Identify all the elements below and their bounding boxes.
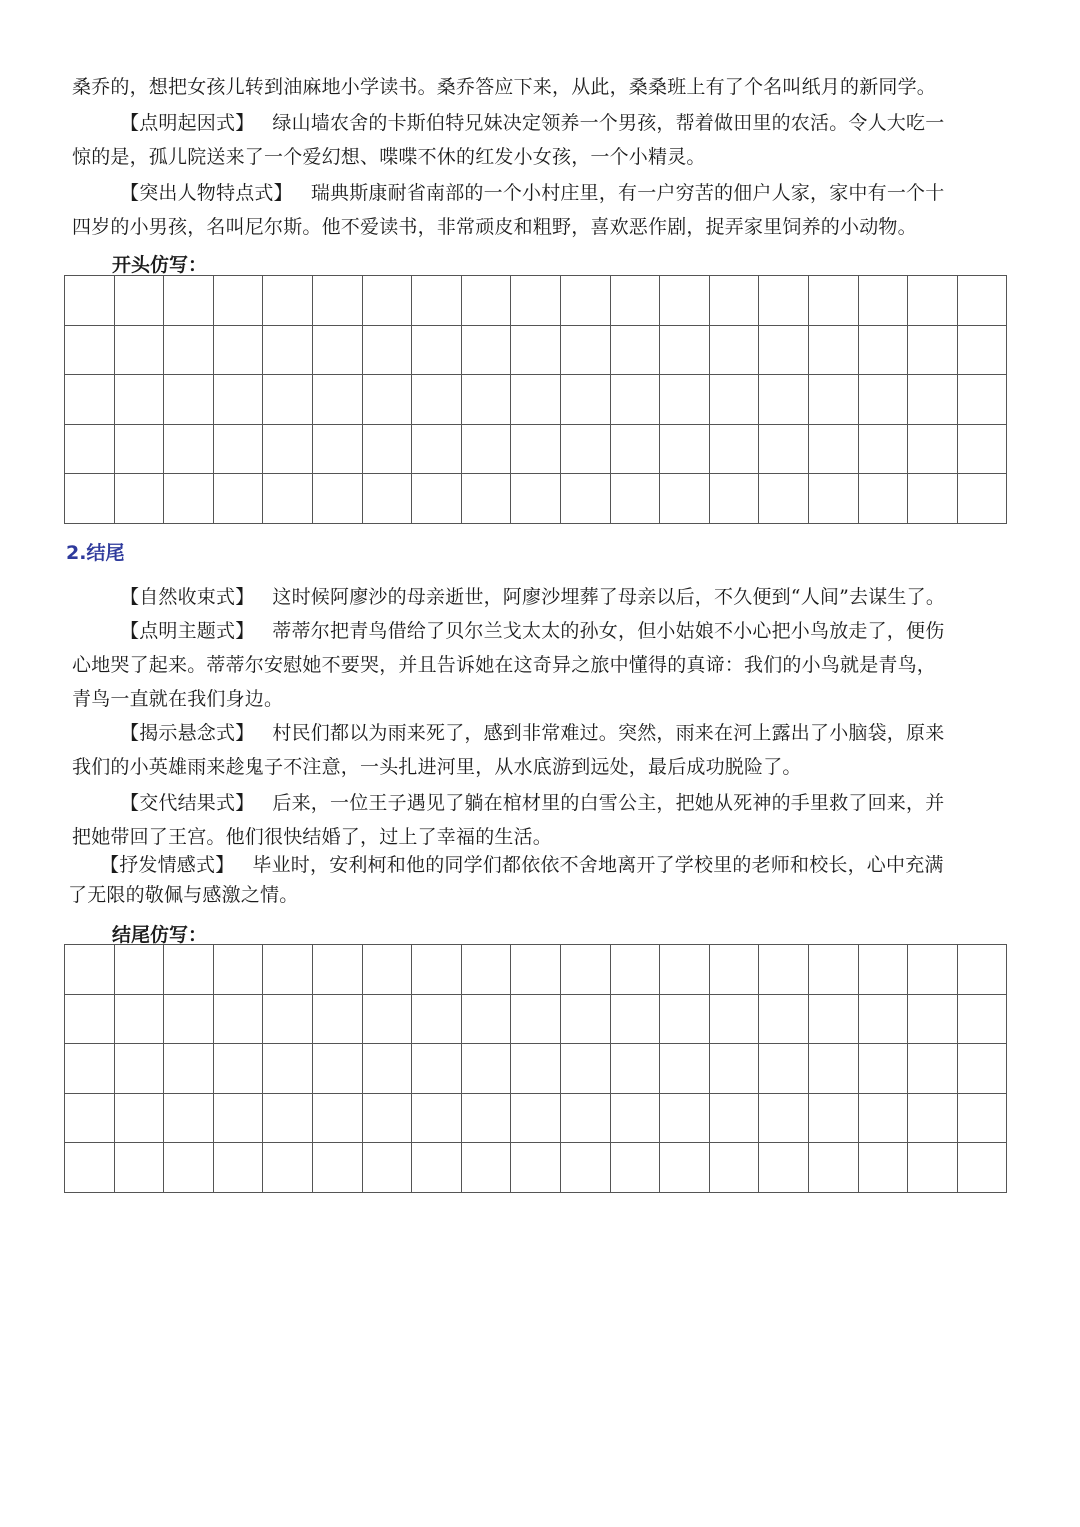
grid-cell[interactable]	[660, 1044, 710, 1094]
section-2-title: 2.结尾	[66, 542, 125, 564]
grid-cell[interactable]	[560, 994, 610, 1044]
grid-cell[interactable]	[759, 325, 809, 375]
grid-cell[interactable]	[312, 1093, 362, 1143]
grid-cell[interactable]	[164, 474, 214, 524]
grid-cell[interactable]	[362, 424, 412, 474]
grid-cell[interactable]	[957, 1143, 1007, 1193]
grid-cell[interactable]	[213, 325, 263, 375]
grid-cell[interactable]	[362, 474, 412, 524]
grid-cell[interactable]	[660, 1093, 710, 1143]
grid-row	[65, 1143, 1007, 1193]
ending-example-2-line-2: 心地哭了起来。蒂蒂尔安慰她不要哭，并且告诉她在这奇异之旅中懂得的真谛：我们的小鸟就是青鸟，	[72, 654, 937, 676]
grid-cell[interactable]	[610, 1044, 660, 1094]
grid-row	[65, 1044, 1007, 1094]
grid-cell[interactable]	[660, 945, 710, 995]
grid-cell[interactable]	[65, 424, 115, 474]
grid-cell[interactable]	[759, 1044, 809, 1094]
grid-cell[interactable]	[759, 945, 809, 995]
grid-cell[interactable]	[511, 325, 561, 375]
grid-cell[interactable]	[263, 945, 313, 995]
grid-cell[interactable]	[213, 1143, 263, 1193]
grid-cell[interactable]	[908, 375, 958, 425]
grid-cell[interactable]	[908, 1143, 958, 1193]
grid-cell[interactable]	[808, 276, 858, 326]
grid-cell[interactable]	[709, 1093, 759, 1143]
grid-cell[interactable]	[560, 325, 610, 375]
grid-cell[interactable]	[660, 1143, 710, 1193]
opening-example-2-line-2: 四岁的小男孩，名叫尼尔斯。他不爱读书，非常顽皮和粗野，喜欢恶作剧，捉弄家里饲养的小动物。	[72, 216, 917, 238]
grid-cell[interactable]	[908, 474, 958, 524]
ending-example-5-text-1: 毕业时，安利柯和他的同学们都依依不舍地离开了学校里的老师和校长，心中充满	[252, 854, 944, 876]
grid-cell[interactable]	[610, 474, 660, 524]
grid-cell[interactable]	[908, 325, 958, 375]
grid-cell[interactable]	[65, 1044, 115, 1094]
grid-cell[interactable]	[263, 474, 313, 524]
grid-cell[interactable]	[957, 276, 1007, 326]
grid-cell[interactable]	[560, 276, 610, 326]
grid-cell[interactable]	[263, 424, 313, 474]
grid-cell[interactable]	[114, 1093, 164, 1143]
grid-cell[interactable]	[709, 994, 759, 1044]
grid-row	[65, 994, 1007, 1044]
grid-cell[interactable]	[114, 1143, 164, 1193]
opening-example-2-line-1	[120, 180, 944, 206]
grid-cell[interactable]	[114, 945, 164, 995]
grid-cell[interactable]	[511, 945, 561, 995]
grid-cell[interactable]	[908, 276, 958, 326]
grid-cell[interactable]	[312, 1044, 362, 1094]
grid-cell[interactable]	[164, 994, 214, 1044]
grid-cell[interactable]	[759, 375, 809, 425]
grid-cell[interactable]	[263, 1044, 313, 1094]
grid-cell[interactable]	[858, 1093, 908, 1143]
grid-cell[interactable]	[610, 276, 660, 326]
grid-cell[interactable]	[312, 276, 362, 326]
grid-cell[interactable]	[312, 325, 362, 375]
grid-cell[interactable]	[65, 474, 115, 524]
grid-cell[interactable]	[560, 1044, 610, 1094]
grid-cell[interactable]	[610, 375, 660, 425]
grid-cell[interactable]	[808, 424, 858, 474]
grid-cell[interactable]	[65, 1143, 115, 1193]
grid-cell[interactable]	[957, 1093, 1007, 1143]
ending-writing-grid[interactable]	[64, 944, 1007, 1193]
ending-example-4-text-1: 后来，一位王子遇见了躺在棺材里的白雪公主，把她从死神的手里救了回来，并	[272, 792, 945, 814]
grid-cell[interactable]	[164, 375, 214, 425]
opening-writing-grid[interactable]	[64, 275, 1007, 524]
grid-cell[interactable]	[164, 945, 214, 995]
grid-cell[interactable]	[312, 375, 362, 425]
ending-example-5-line-1	[100, 852, 944, 878]
ending-example-1-line-1	[120, 584, 945, 610]
grid-cell[interactable]	[263, 1093, 313, 1143]
grid-cell[interactable]	[709, 1143, 759, 1193]
grid-cell[interactable]	[412, 276, 462, 326]
grid-cell[interactable]	[957, 424, 1007, 474]
grid-row	[65, 945, 1007, 995]
grid-cell[interactable]	[709, 276, 759, 326]
grid-cell[interactable]	[610, 1093, 660, 1143]
grid-cell[interactable]	[362, 994, 412, 1044]
grid-cell[interactable]	[660, 375, 710, 425]
grid-cell[interactable]	[312, 994, 362, 1044]
grid-cell[interactable]	[957, 375, 1007, 425]
grid-cell[interactable]	[858, 1143, 908, 1193]
grid-row	[65, 1093, 1007, 1143]
opening-example-1-text-1: 绿山墙农舍的卡斯伯特兄妹决定领养一个男孩，帮着做田里的农活。令人大吃一	[272, 112, 945, 134]
grid-cell[interactable]	[560, 375, 610, 425]
ending-example-4-line-1	[120, 790, 944, 816]
grid-cell[interactable]	[312, 945, 362, 995]
grid-cell[interactable]	[461, 474, 511, 524]
grid-cell[interactable]	[808, 474, 858, 524]
grid-cell[interactable]	[560, 474, 610, 524]
grid-cell[interactable]	[908, 994, 958, 1044]
intro-continuation-line: 桑乔的，想把女孩儿转到油麻地小学读书。桑乔答应下来，从此，桑桑班上有了个名叫纸月的新同学。	[72, 76, 937, 98]
opening-practice-label: 开头仿写：	[112, 254, 208, 276]
grid-cell[interactable]	[312, 424, 362, 474]
grid-cell[interactable]	[808, 325, 858, 375]
grid-cell[interactable]	[759, 474, 809, 524]
grid-cell[interactable]	[65, 325, 115, 375]
grid-cell[interactable]	[511, 1143, 561, 1193]
grid-cell[interactable]	[114, 994, 164, 1044]
grid-cell[interactable]	[114, 1044, 164, 1094]
grid-cell[interactable]	[858, 1044, 908, 1094]
grid-cell[interactable]	[660, 424, 710, 474]
grid-cell[interactable]	[610, 424, 660, 474]
grid-cell[interactable]	[511, 424, 561, 474]
grid-cell[interactable]	[808, 1143, 858, 1193]
grid-cell[interactable]	[362, 276, 412, 326]
grid-cell[interactable]	[213, 474, 263, 524]
opening-example-1-tag: 【点明起因式】	[120, 112, 255, 134]
grid-cell[interactable]	[709, 325, 759, 375]
grid-cell[interactable]	[858, 424, 908, 474]
grid-cell[interactable]	[114, 424, 164, 474]
grid-cell[interactable]	[660, 994, 710, 1044]
grid-cell[interactable]	[957, 994, 1007, 1044]
grid-cell[interactable]	[908, 1093, 958, 1143]
grid-cell[interactable]	[412, 1093, 462, 1143]
grid-cell[interactable]	[412, 1143, 462, 1193]
ending-example-4-tag: 【交代结果式】	[120, 792, 255, 814]
grid-cell[interactable]	[114, 276, 164, 326]
grid-cell[interactable]	[213, 424, 263, 474]
grid-cell[interactable]	[263, 994, 313, 1044]
ending-example-3-line-1	[120, 720, 944, 746]
grid-cell[interactable]	[213, 994, 263, 1044]
grid-cell[interactable]	[461, 1044, 511, 1094]
grid-cell[interactable]	[312, 1143, 362, 1193]
grid-cell[interactable]	[412, 945, 462, 995]
grid-cell[interactable]	[263, 375, 313, 425]
grid-cell[interactable]	[412, 994, 462, 1044]
grid-cell[interactable]	[560, 424, 610, 474]
grid-cell[interactable]	[461, 325, 511, 375]
ending-example-4-line-2: 把她带回了王宫。他们很快结婚了，过上了幸福的生活。	[72, 826, 553, 848]
grid-cell[interactable]	[412, 1044, 462, 1094]
grid-cell[interactable]	[511, 1044, 561, 1094]
opening-example-1-line-2: 惊的是，孤儿院送来了一个爱幻想、喋喋不休的红发小女孩，一个小精灵。	[72, 146, 706, 168]
grid-cell[interactable]	[263, 325, 313, 375]
grid-cell[interactable]	[610, 1143, 660, 1193]
grid-cell[interactable]	[610, 325, 660, 375]
grid-cell[interactable]	[461, 945, 511, 995]
grid-cell[interactable]	[114, 474, 164, 524]
grid-cell[interactable]	[362, 325, 412, 375]
grid-cell[interactable]	[412, 424, 462, 474]
grid-cell[interactable]	[511, 474, 561, 524]
grid-cell[interactable]	[709, 474, 759, 524]
grid-row	[65, 276, 1007, 326]
grid-cell[interactable]	[808, 945, 858, 995]
grid-cell[interactable]	[858, 945, 908, 995]
grid-cell[interactable]	[660, 474, 710, 524]
opening-example-1-line-1	[120, 110, 944, 136]
grid-cell[interactable]	[858, 375, 908, 425]
grid-cell[interactable]	[65, 994, 115, 1044]
grid-cell[interactable]	[660, 276, 710, 326]
grid-cell[interactable]	[610, 945, 660, 995]
grid-cell[interactable]	[164, 325, 214, 375]
grid-cell[interactable]	[808, 375, 858, 425]
grid-cell[interactable]	[511, 1093, 561, 1143]
grid-cell[interactable]	[560, 945, 610, 995]
grid-cell[interactable]	[808, 1093, 858, 1143]
grid-cell[interactable]	[164, 1044, 214, 1094]
grid-cell[interactable]	[65, 375, 115, 425]
grid-cell[interactable]	[808, 1044, 858, 1094]
ending-example-2-text-1: 蒂蒂尔把青鸟借给了贝尔兰戈太太的孙女，但小姑娘不小心把小鸟放走了，便伤	[272, 620, 945, 642]
grid-cell[interactable]	[709, 945, 759, 995]
grid-cell[interactable]	[957, 945, 1007, 995]
grid-cell[interactable]	[362, 1093, 412, 1143]
grid-cell[interactable]	[412, 375, 462, 425]
grid-cell[interactable]	[858, 276, 908, 326]
ending-example-3-line-2: 我们的小英雄雨来趁鬼子不注意，一头扎进河里，从水底游到远处，最后成功脱险了。	[72, 756, 802, 778]
grid-cell[interactable]	[65, 276, 115, 326]
ending-example-2-tag: 【点明主题式】	[120, 620, 255, 642]
grid-row	[65, 474, 1007, 524]
grid-cell[interactable]	[164, 424, 214, 474]
ending-example-1-tag: 【自然收束式】	[120, 586, 255, 608]
grid-cell[interactable]	[213, 1093, 263, 1143]
grid-cell[interactable]	[412, 474, 462, 524]
grid-cell[interactable]	[908, 1044, 958, 1094]
grid-cell[interactable]	[461, 424, 511, 474]
grid-cell[interactable]	[461, 994, 511, 1044]
ending-example-3-text-1: 村民们都以为雨来死了，感到非常难过。突然，雨来在河上露出了小脑袋，原来	[272, 722, 945, 744]
grid-cell[interactable]	[709, 424, 759, 474]
grid-cell[interactable]	[461, 276, 511, 326]
grid-cell[interactable]	[511, 375, 561, 425]
grid-cell[interactable]	[660, 325, 710, 375]
grid-cell[interactable]	[65, 1093, 115, 1143]
grid-cell[interactable]	[957, 325, 1007, 375]
grid-cell[interactable]	[362, 1044, 412, 1094]
grid-cell[interactable]	[362, 945, 412, 995]
grid-cell[interactable]	[362, 1143, 412, 1193]
grid-cell[interactable]	[957, 474, 1007, 524]
grid-cell[interactable]	[560, 1093, 610, 1143]
grid-cell[interactable]	[164, 1093, 214, 1143]
grid-cell[interactable]	[808, 994, 858, 1044]
ending-example-3-tag: 【揭示悬念式】	[120, 722, 255, 744]
grid-cell[interactable]	[957, 1044, 1007, 1094]
grid-cell[interactable]	[114, 375, 164, 425]
grid-cell[interactable]	[213, 276, 263, 326]
ending-practice-label: 结尾仿写：	[112, 924, 208, 946]
ending-example-2-line-3: 青鸟一直就在我们身边。	[72, 688, 284, 710]
grid-cell[interactable]	[213, 375, 263, 425]
grid-cell[interactable]	[164, 1143, 214, 1193]
grid-cell[interactable]	[461, 375, 511, 425]
grid-row	[65, 325, 1007, 375]
grid-cell[interactable]	[312, 474, 362, 524]
opening-example-2-text-1: 瑞典斯康耐省南部的一个小村庄里，有一户穷苦的佃户人家，家中有一个十	[310, 182, 945, 204]
grid-cell[interactable]	[164, 276, 214, 326]
ending-example-1-text-1: 这时候阿廖沙的母亲逝世，阿廖沙埋葬了母亲以后，不久便到“人间”去谋生了。	[272, 586, 946, 608]
grid-cell[interactable]	[858, 325, 908, 375]
grid-cell[interactable]	[759, 994, 809, 1044]
grid-cell[interactable]	[114, 325, 164, 375]
grid-cell[interactable]	[461, 1093, 511, 1143]
grid-cell[interactable]	[759, 1143, 809, 1193]
ending-example-5-line-2: 了无限的敬佩与感激之情。	[68, 884, 299, 906]
opening-example-2-tag: 【突出人物特点式】	[120, 182, 293, 204]
grid-cell[interactable]	[213, 945, 263, 995]
grid-cell[interactable]	[511, 276, 561, 326]
grid-cell[interactable]	[610, 994, 660, 1044]
grid-cell[interactable]	[263, 276, 313, 326]
grid-cell[interactable]	[908, 424, 958, 474]
grid-cell[interactable]	[362, 375, 412, 425]
grid-cell[interactable]	[908, 945, 958, 995]
ending-example-2-line-1	[120, 618, 944, 644]
grid-cell[interactable]	[759, 276, 809, 326]
grid-cell[interactable]	[263, 1143, 313, 1193]
grid-cell[interactable]	[858, 994, 908, 1044]
grid-cell[interactable]	[213, 1044, 263, 1094]
grid-cell[interactable]	[759, 424, 809, 474]
grid-row	[65, 424, 1007, 474]
grid-cell[interactable]	[858, 474, 908, 524]
grid-cell[interactable]	[412, 325, 462, 375]
grid-row	[65, 375, 1007, 425]
grid-cell[interactable]	[709, 1044, 759, 1094]
grid-cell[interactable]	[759, 1093, 809, 1143]
ending-example-5-tag: 【抒发情感式】	[100, 854, 235, 876]
grid-cell[interactable]	[709, 375, 759, 425]
grid-cell[interactable]	[560, 1143, 610, 1193]
grid-cell[interactable]	[461, 1143, 511, 1193]
grid-cell[interactable]	[511, 994, 561, 1044]
grid-cell[interactable]	[65, 945, 115, 995]
